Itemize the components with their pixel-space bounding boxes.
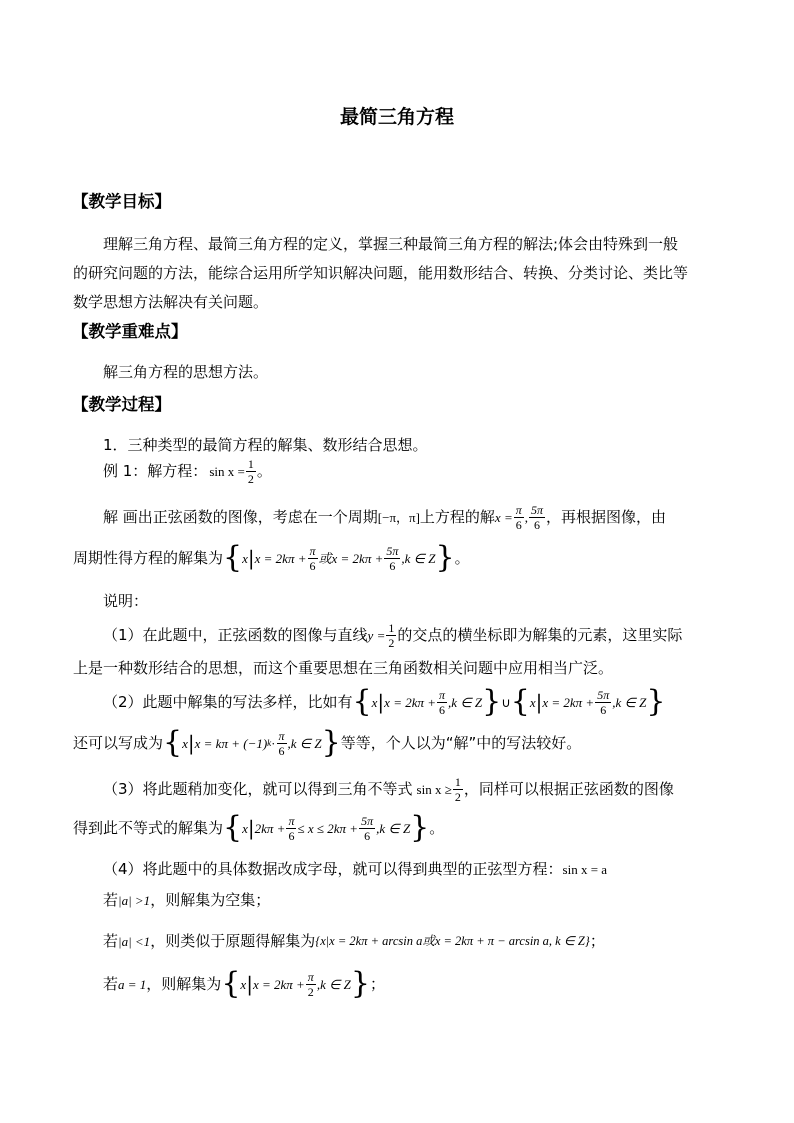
- note-4-case-1: [103, 893, 270, 908]
- fraction-numerator: 1: [388, 621, 395, 635]
- fraction-numerator: π: [515, 503, 522, 517]
- fraction-numerator: 5π: [597, 687, 610, 702]
- fraction-denominator: 2: [307, 984, 314, 999]
- process-item-1: 1．三种类型的最简方程的解集、数形结合思想。: [103, 436, 428, 454]
- note-3-text-3: 得到此不等式的解集为: [73, 818, 224, 837]
- fraction-denominator: 6: [389, 558, 396, 573]
- set-var: x: [242, 820, 248, 836]
- fraction-5pi-6: [529, 504, 545, 531]
- set-condition: ,k ∈ Z: [376, 820, 411, 836]
- ineq-middle: ≤ x ≤ 2kπ +: [297, 820, 359, 836]
- solution-line-1: 解 画出正弦函数的图像，考虑在一个周期 [−π，π] 上方程的解 x = $\frac{\pi}{6}$ , $\frac{5\pi}{6}$ ，再根据图像，由: [103, 503, 667, 532]
- set-expr-1: x = 2kπ +: [384, 694, 437, 710]
- interval: [−π，π]: [377, 510, 420, 525]
- dot: ·: [271, 735, 276, 751]
- fraction-numerator: π: [439, 687, 446, 702]
- note-3-line-1: [103, 776, 674, 803]
- solution-text-3: ，再根据图像，由: [546, 508, 667, 526]
- fraction-half: [386, 622, 396, 649]
- case-end: ；: [369, 974, 385, 993]
- fraction-numerator: 1: [454, 775, 461, 789]
- page-title: 最简三角方程: [339, 106, 454, 128]
- case-result: ，则类似于原题得解集为: [150, 932, 316, 950]
- fraction-denominator: 6: [439, 702, 446, 717]
- fraction-denominator: 2: [454, 790, 461, 804]
- set-var: x: [242, 550, 248, 566]
- set-expr-1: x = 2kπ +: [542, 694, 595, 710]
- set-var: x: [240, 976, 247, 992]
- note-4-line-1: [103, 862, 607, 877]
- fraction-pi-6: [437, 689, 447, 716]
- set-var: x: [371, 694, 378, 710]
- process-heading: 【教学过程】: [72, 395, 171, 414]
- note-3-text-1: （3）将此题稍加变化，就可以得到三角不等式: [103, 780, 413, 798]
- solution-text-1: 解 画出正弦函数的图像，考虑在一个周期: [103, 508, 378, 526]
- ineq-left: 2kπ +: [254, 820, 286, 836]
- fraction-numerator: 5π: [361, 813, 374, 828]
- solution-text-2: 上方程的解: [419, 508, 495, 526]
- fraction-pi-6: [514, 504, 524, 531]
- case-prefix: 若: [103, 891, 119, 909]
- fraction-5pi-6: [359, 815, 375, 842]
- fraction-denominator: 6: [364, 828, 371, 843]
- exponent-k: k: [267, 737, 272, 748]
- set-var: x: [529, 694, 536, 710]
- union-symbol: ∪: [501, 694, 511, 710]
- note-label: 说明：: [103, 592, 149, 610]
- case-condition: a = 1: [118, 976, 147, 992]
- fraction-denominator: 6: [515, 518, 522, 532]
- set-condition: ,k ∈ Z: [287, 735, 322, 751]
- note-1-line-1: [103, 622, 682, 649]
- fraction-numerator: 5π: [530, 503, 543, 517]
- fraction-denominator: 6: [309, 558, 316, 573]
- fraction-denominator: 6: [533, 518, 540, 532]
- inequality: sin x ≥: [416, 782, 452, 797]
- fraction-5pi-6: [384, 545, 400, 572]
- set-var: x: [182, 735, 188, 751]
- example-end: 。: [256, 462, 272, 480]
- fraction-denominator: 6: [600, 702, 607, 717]
- fraction-numerator: π: [309, 543, 316, 558]
- note-3-end: 。: [429, 818, 445, 837]
- fraction-pi-6: [286, 815, 296, 842]
- goal-heading: 【教学目标】: [72, 192, 171, 211]
- set-condition: ,k ∈ Z: [612, 694, 647, 710]
- note-2-text-1: （2）此题中解集的写法多样，比如有: [103, 692, 353, 711]
- example-equation: sin x =: [209, 464, 245, 479]
- fraction-half: [246, 458, 256, 485]
- solution-text-4: 周期性得方程的解集为: [73, 548, 224, 567]
- goal-line-3: 数学思想方法解决有关问题。: [73, 293, 269, 311]
- set-expr-2: 或x = 2kπ +: [318, 550, 384, 566]
- goal-line-2: 的研究问题的方法，能综合运用所学知识解决问题，能用数形结合、转换、分类讨论、类比等: [73, 264, 689, 282]
- solution-line-2: 周期性得方程的解集为 { x | x = 2kπ + $\frac{\pi}{6}$ 或x = 2kπ + $\frac{5\pi}{6}$ ,k ∈ Z } 。: [73, 540, 470, 575]
- key-heading: 【教学重难点】: [72, 322, 188, 341]
- general-expr: x = kπ + (−1): [194, 735, 268, 751]
- example-label: 例 1：解方程：: [103, 462, 208, 480]
- note-1-text-1: （1）在此题中，正弦函数的图像与直线: [103, 626, 368, 644]
- case-result: ，则解集为空集；: [150, 891, 271, 909]
- fraction-numerator: 5π: [386, 543, 399, 558]
- note-3-line-2: 得到此不等式的解集为 { x | 2kπ + $\frac{\pi}{6}$ ≤ x ≤ 2kπ + $\frac{5\pi}{6}$ ,k ∈ Z } 。: [73, 810, 445, 845]
- fraction-denominator: 6: [288, 828, 295, 843]
- key-text: 解三角方程的思想方法。: [103, 363, 269, 381]
- note-2-line-2: 还可以写成为 { x | x = kπ + (−1) k · $\frac{\pi}{6}$ ,k ∈ Z } 等等，个人以为“解”中的写法较好。: [73, 725, 582, 760]
- y-equals: y =: [367, 628, 386, 643]
- fraction-pi-6: [277, 730, 287, 757]
- fraction-numerator: π: [278, 728, 285, 743]
- case-condition: |a| <1: [118, 934, 151, 949]
- sine-equation: sin x = a: [562, 862, 608, 877]
- note-2-text-3: 等等，个人以为“解”中的写法较好。: [340, 733, 582, 752]
- case-condition: |a| >1: [118, 893, 151, 908]
- set-condition: ,k ∈ Z: [316, 976, 351, 992]
- set-condition: ,k ∈ Z: [401, 550, 436, 566]
- arcsin-solution-set: {x|x = 2kπ + arcsin a或x = 2kπ + π − arcsin a, k ∈ Z}: [315, 934, 590, 949]
- goal-line-1: 理解三角方程、最简三角方程的定义，掌握三种最简三角方程的解法;体会由特殊到一般: [103, 235, 679, 253]
- case-prefix: 若: [103, 932, 119, 950]
- set-expr-1: x = 2kπ +: [254, 550, 307, 566]
- fraction-numerator: π: [288, 813, 295, 828]
- note-3-text-2: ，同样可以根据正弦函数的图像: [463, 780, 674, 798]
- fraction-half: [453, 776, 463, 803]
- example-1: [103, 458, 272, 485]
- set-condition: ,k ∈ Z: [448, 694, 483, 710]
- fraction-denominator: 6: [278, 743, 285, 758]
- solution-end: 。: [454, 548, 470, 567]
- note-4-text-1: （4）将此题中的具体数据改成字母，就可以得到典型的正弦型方程：: [103, 860, 563, 878]
- fraction-numerator: π: [307, 969, 314, 984]
- case-end: ；: [589, 932, 605, 950]
- note-4-case-3: 若 a = 1 ，则解集为 { x | x = 2kπ + $\frac{\pi}{2}$ ,k ∈ Z } ；: [103, 966, 385, 1001]
- note-1-line-2: 上是一种数形结合的思想，而这个重要思想在三角函数相关问题中应用相当广泛。: [73, 659, 614, 677]
- fraction-numerator: 1: [247, 457, 254, 471]
- fraction-5pi-6: [595, 689, 611, 716]
- note-2-line-1: （2）此题中解集的写法多样，比如有 { x | x = 2kπ + $\frac{\pi}{6}$ ,k ∈ Z } ∪ { x | x = 2kπ + $\frac{5\pi}{6}$ ,k ∈ Z }: [103, 684, 666, 719]
- case-result: ，则解集为: [146, 974, 222, 993]
- fraction-denominator: 2: [388, 636, 395, 650]
- note-2-text-2: 还可以写成为: [73, 733, 164, 752]
- x-equals: x =: [494, 510, 513, 525]
- fraction-pi-2: [306, 971, 316, 998]
- fraction-pi-6: [308, 545, 318, 572]
- case-prefix: 若: [103, 974, 119, 993]
- note-4-case-2: [103, 934, 605, 949]
- set-expr-1: x = 2kπ +: [252, 976, 305, 992]
- fraction-denominator: 2: [247, 472, 254, 486]
- note-1-text-2: 的交点的横坐标即为解集的元素，这里实际: [397, 626, 683, 644]
